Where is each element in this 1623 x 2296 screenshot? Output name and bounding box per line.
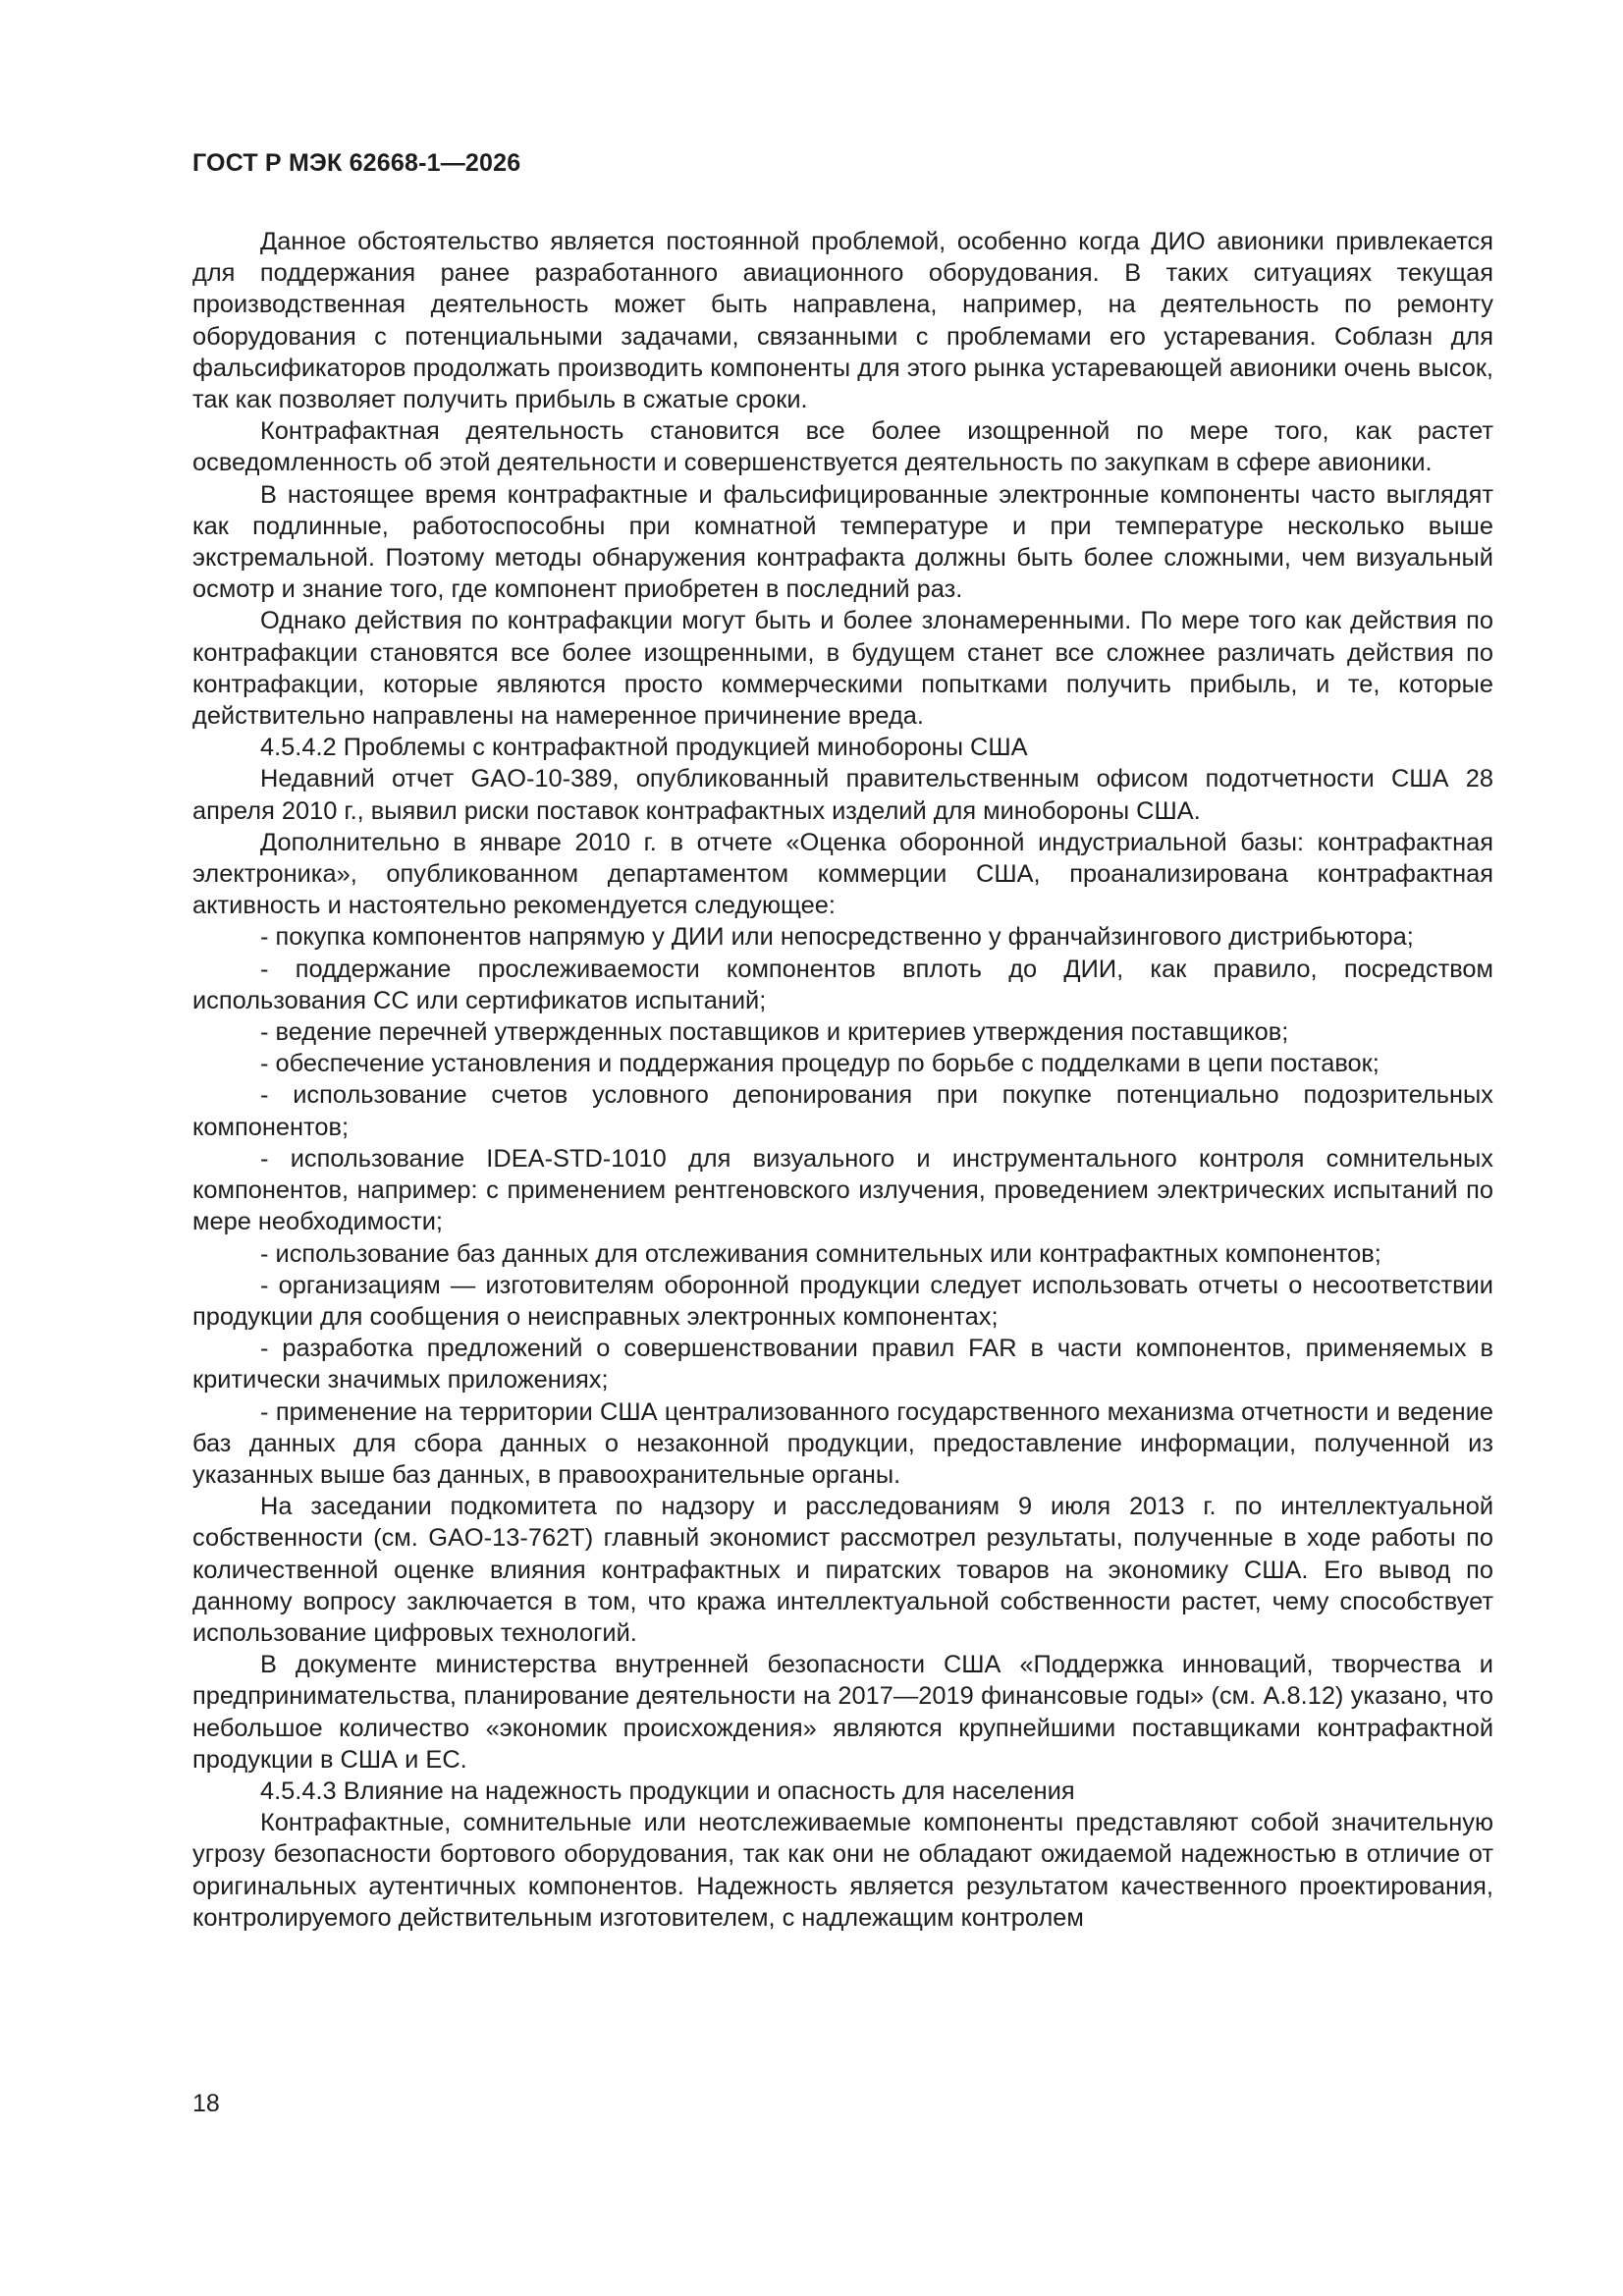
section-heading: 4.5.4.3 Влияние на надежность продукции и опасность для населения — [260, 1777, 1075, 1805]
paragraph: Данное обстоятельство является постоянной проблемой, особенно когда ДИО авионики привлекается для поддержания ранее разработанного авиационного оборудования. В таких ситуациях текущая производственная деятельность может быть направлена, например, на деятельность по ремонту оборудования с потенциальными задачами, связанными с проблемами его устаревания. Соблазн для фальсификаторов продолжать производить компоненты для этого рынка устаревающей авионики очень высок, так как позволяет получить прибыль в сжатые сроки. — [192, 228, 1493, 414]
paragraph: Контрафактная деятельность становится все более изощренной по мере того, как растет осведомленность об этой деятельности и совершенствуется деятельность по закупкам в сфере авионики. — [192, 417, 1493, 477]
paragraph: Однако действия по контрафакции могут быть и более злонамеренными. По мере того как действия по контрафакции становятся все более изощренными, в будущем станет все сложнее различать действия по контрафакции, которые являются просто коммерческими попытками получить прибыль, и те, которые действительно направлены на намеренное причинение вреда. — [192, 607, 1493, 731]
paragraph: - поддержание прослеживаемости компонентов вплоть до ДИИ, как правило, посредством использования СС или сертификатов испытаний; — [192, 955, 1493, 1014]
standard-title: ГОСТ Р МЭК 62668-1—2026 — [192, 149, 521, 177]
paragraph: Контрафактные, сомнительные или неотслеживаемые компоненты представляют собой значительную угрозу безопасности бортового оборудования, так как они не обладают ожидаемой надежностью в отличие от оригинальных аутентичных компонентов. Надежность является результатом качественного проектирования, контролируемого действительным изготовителем, с надлежащим контролем — [192, 1809, 1493, 1932]
section-heading: 4.5.4.2 Проблемы с контрафактной продукцией минобороны США — [260, 734, 1028, 762]
paragraph: - использование IDEA-STD-1010 для визуального и инструментального контроля сомнительных компонентов, например: с применением рентгеновского излучения, проведением электрических испытаний по мере необходимости; — [192, 1144, 1493, 1236]
paragraph: - ведение перечней утвержденных поставщиков и критериев утверждения поставщиков; — [260, 1018, 1289, 1047]
paragraph: - разработка предложений о совершенствовании правил FAR в части компонентов, применяемых в критически значимых приложениях; — [192, 1335, 1493, 1394]
paragraph: На заседании подкомитета по надзору и расследованиям 9 июля 2013 г. по интеллектуальной собственности (см. GAO-13-762T) главный экономист рассмотрел результаты, полученные в ходе работы по количественной оценке влияния контрафактных и пиратских товаров на экономику США. Его вывод по данному вопросу заключается в том, что кража интеллектуальной собственности растет, чему способствует использование цифровых технологий. — [192, 1493, 1493, 1647]
paragraph: В документе министерства внутренней безопасности США «Поддержка инноваций, творчества и предпринимательства, планирование деятельности на 2017—2019 финансовые годы» (см. А.8.12) указано, что небольшое количество «экономик происхождения» являются крупнейшими поставщиками контрафактной продукции в США и ЕС. — [192, 1651, 1493, 1774]
paragraph: В настоящее время контрафактные и фальсифицированные электронные компоненты часто выглядят как подлинные, работоспособны при комнатной температуре и при температуре несколько выше экстремальной. Поэтому методы обнаружения контрафакта должны быть более сложными, чем визуальный осмотр и знание того, где компонент приобретен в последний раз. — [192, 480, 1493, 604]
page-number: 18 — [192, 2090, 220, 2117]
paragraph: - использование баз данных для отслеживания сомнительных или контрафактных компонентов; — [260, 1239, 1381, 1268]
paragraph: Недавний отчет GAO-10-389, опубликованный правительственным офисом подотчетности США 28 апреля 2010 г., выявил риски поставок контрафактных изделий для минобороны США. — [192, 765, 1493, 825]
paragraph: Дополнительно в январе 2010 г. в отчете «Оценка оборонной индустриальной базы: контрафактная электроника», опубликованном департаментом коммерции США, проанализирована контрафактная активность и настоятельно рекомендуется следующее: — [192, 828, 1493, 920]
paragraph: - применение на территории США централизованного государственного механизма отчетности и ведение баз данных для сбора данных о незаконной продукции, предоставление информации, полученной из указанных выше баз данных, в правоохранительные органы. — [192, 1397, 1493, 1489]
paragraph: - покупка компонентов напрямую у ДИИ или непосредственно у франчайзингового дистрибьютора; — [260, 923, 1414, 952]
paragraph: - организациям — изготовителям оборонной продукции следует использовать отчеты о несоответствии продукции для сообщения о неисправных электронных компонентах; — [192, 1271, 1493, 1331]
paragraph: - использование счетов условного депонирования при покупке потенциально подозрительных компонентов; — [192, 1081, 1493, 1141]
paragraph: - обеспечение установления и поддержания процедур по борьбе с подделками в цепи поставок; — [260, 1050, 1380, 1078]
document-body — [192, 226, 1493, 1934]
